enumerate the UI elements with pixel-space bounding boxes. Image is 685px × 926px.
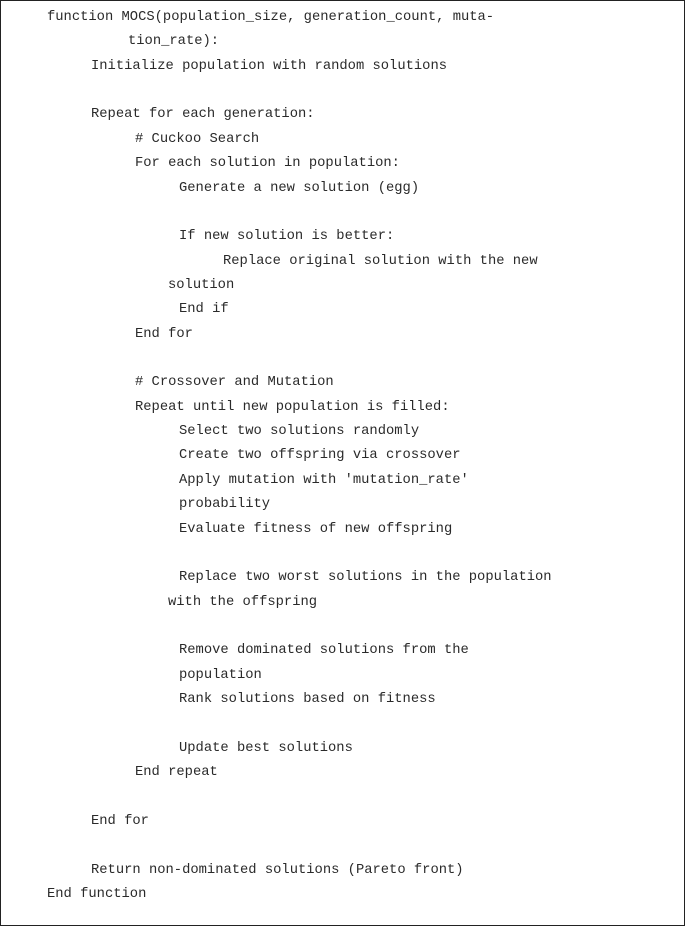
code-line bbox=[1, 566, 684, 590]
code-line bbox=[1, 883, 684, 907]
code-line-text: Remove dominated solutions from the bbox=[179, 643, 469, 659]
code-line bbox=[1, 250, 684, 274]
code-line-text: Repeat until new population is filled: bbox=[135, 399, 450, 415]
code-line-text: End repeat bbox=[135, 765, 218, 781]
code-line bbox=[1, 55, 684, 79]
code-line bbox=[1, 688, 684, 712]
code-line bbox=[1, 469, 684, 493]
code-line-text: population bbox=[179, 667, 262, 683]
code-line bbox=[1, 128, 684, 152]
code-line bbox=[1, 371, 684, 395]
code-line bbox=[1, 30, 684, 54]
code-line bbox=[1, 859, 684, 883]
code-line-text: Update best solutions bbox=[179, 740, 353, 756]
code-line bbox=[1, 420, 684, 444]
code-line-text: Generate a new solution (egg) bbox=[179, 180, 420, 196]
blank-line bbox=[1, 615, 684, 639]
blank-line bbox=[1, 542, 684, 566]
blank-line bbox=[1, 712, 684, 736]
code-line bbox=[1, 493, 684, 517]
code-line-text: Replace two worst solutions in the population bbox=[179, 570, 552, 586]
code-line-text: End if bbox=[179, 302, 229, 318]
code-line-text: End for bbox=[91, 813, 149, 829]
code-line bbox=[1, 298, 684, 322]
code-line-text: For each solution in population: bbox=[135, 156, 400, 172]
code-line-text: tion_rate): bbox=[128, 34, 220, 50]
code-line-text: End for bbox=[135, 326, 193, 342]
code-line-text: Repeat for each generation: bbox=[91, 107, 315, 123]
code-line-text: Replace original solution with the new bbox=[223, 253, 538, 269]
code-line-text: Select two solutions randomly bbox=[179, 424, 420, 440]
code-line bbox=[1, 177, 684, 201]
code-line-text: End function bbox=[47, 886, 147, 902]
code-line bbox=[1, 396, 684, 420]
code-line bbox=[1, 639, 684, 663]
code-line bbox=[1, 103, 684, 127]
blank-line bbox=[1, 786, 684, 810]
code-line-text: Create two offspring via crossover bbox=[179, 448, 461, 464]
code-line bbox=[1, 810, 684, 834]
code-line-text: function MOCS(population_size, generation_count, muta- bbox=[47, 10, 495, 25]
code-line-text: If new solution is better: bbox=[179, 229, 395, 245]
code-line-text: Initialize population with random solutions bbox=[91, 58, 448, 74]
code-line bbox=[1, 518, 684, 542]
code-line-text: Apply mutation with 'mutation_rate' bbox=[179, 472, 469, 488]
code-line bbox=[1, 664, 684, 688]
code-line-text: probability bbox=[179, 497, 271, 513]
code-line-text: # Cuckoo Search bbox=[135, 131, 260, 147]
blank-line bbox=[1, 834, 684, 858]
code-line bbox=[1, 737, 684, 761]
code-line bbox=[1, 444, 684, 468]
code-line bbox=[1, 225, 684, 249]
pseudocode-listing bbox=[1, 6, 684, 907]
code-line bbox=[1, 274, 684, 298]
code-line-text: # Crossover and Mutation bbox=[135, 375, 334, 391]
blank-line bbox=[1, 79, 684, 103]
blank-line bbox=[1, 347, 684, 371]
code-line bbox=[1, 6, 684, 30]
code-line-text: Evaluate fitness of new offspring bbox=[179, 521, 453, 537]
code-line-text: solution bbox=[168, 277, 235, 293]
code-line-text: with the offspring bbox=[168, 594, 318, 610]
code-line bbox=[1, 591, 684, 615]
code-line-text: Return non-dominated solutions (Pareto front) bbox=[91, 862, 464, 878]
code-line bbox=[1, 152, 684, 176]
blank-line bbox=[1, 201, 684, 225]
code-line bbox=[1, 761, 684, 785]
code-line-text: Rank solutions based on fitness bbox=[179, 692, 436, 708]
code-line bbox=[1, 323, 684, 347]
